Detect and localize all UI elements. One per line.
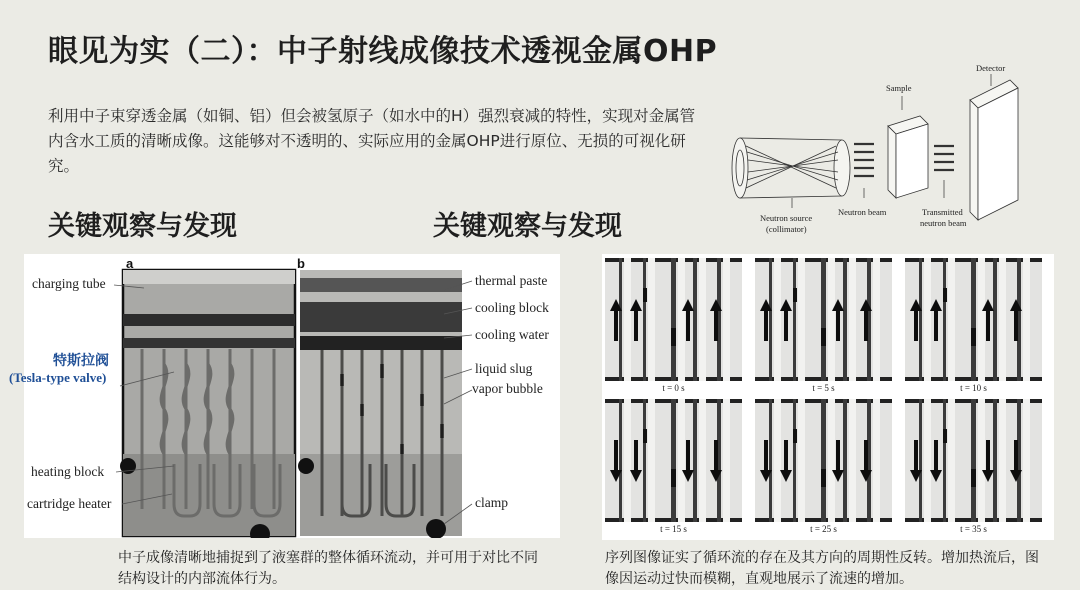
transmitted-beam-arrows	[934, 146, 954, 170]
caption-left: 中子成像清晰地捕捉到了液塞群的整体循环流动，并可用于对比不同结构设计的内部流体行为。	[118, 550, 538, 587]
sequence-frame	[605, 399, 742, 522]
neutron-imaging-diagram	[722, 60, 1052, 242]
label-transmitted-1: Transmitted	[922, 207, 963, 217]
sequence-frame	[905, 399, 1042, 522]
arrow-down-icon	[709, 439, 723, 483]
label-sample: Sample	[886, 83, 912, 93]
annotation-tesla-valve-cn: 特斯拉阀	[53, 353, 109, 369]
arrow-up-icon	[981, 298, 995, 342]
frame-time-label: t = 25 s	[810, 524, 837, 534]
collimator-shape	[732, 138, 850, 198]
frame-time-label: t = 35 s	[960, 524, 987, 534]
caption-right: 序列图像证实了循环流的存在及其方向的周期性反转。增加热流后，图像因运动过快而模糊，直观地展示了流速的增加。	[605, 550, 1039, 587]
arrow-up-icon	[759, 298, 773, 342]
label-detector: Detector	[976, 63, 1006, 73]
page-title: 眼见为实（二）：中子射线成像技术透视金属OHP	[48, 34, 718, 69]
label-collimator: (collimator)	[766, 224, 807, 234]
sequence-frame	[605, 258, 742, 381]
neutron-radiograph-panel	[9, 254, 560, 538]
arrow-down-icon	[759, 439, 773, 483]
sequence-frame	[755, 399, 892, 522]
arrow-up-icon	[681, 298, 695, 342]
arrow-up-icon	[909, 298, 923, 342]
frame-time-label: t = 5 s	[812, 383, 835, 393]
annotation-tesla-valve-en: (Tesla-type valve)	[9, 370, 107, 385]
arrow-up-icon	[709, 298, 723, 342]
panel-label-b: b	[297, 256, 305, 271]
arrow-down-icon	[779, 439, 793, 483]
label-transmitted-2: neutron beam	[920, 218, 967, 228]
annotation-heating-block: heating block	[31, 464, 105, 479]
arrow-down-icon	[681, 439, 695, 483]
arrow-down-icon	[1009, 439, 1023, 483]
annotation-thermal-paste: thermal paste	[475, 273, 548, 288]
arrow-down-icon	[831, 439, 845, 483]
neutron-beam-arrows	[854, 144, 874, 176]
annotation-clamp: clamp	[475, 495, 508, 510]
annotation-cartridge-heater: cartridge heater	[27, 496, 112, 511]
arrow-down-icon	[859, 439, 873, 483]
annotation-vapor-bubble: vapor bubble	[472, 381, 543, 396]
heading-key-findings-mid: 关键观察与发现	[433, 211, 622, 242]
arrow-up-icon	[859, 298, 873, 342]
arrow-down-icon	[981, 439, 995, 483]
annotation-charging-tube: charging tube	[32, 276, 106, 291]
label-neutron-source: Neutron source	[760, 213, 813, 223]
arrow-up-icon	[629, 298, 643, 342]
arrow-up-icon	[609, 298, 623, 342]
arrow-down-icon	[609, 439, 623, 483]
annotation-cooling-water: cooling water	[475, 327, 549, 342]
annotation-liquid-slug: liquid slug	[475, 361, 533, 376]
arrow-up-icon	[831, 298, 845, 342]
arrow-down-icon	[929, 439, 943, 483]
panel-label-a: a	[126, 256, 134, 271]
sequence-frame	[905, 258, 1042, 381]
label-neutron-beam: Neutron beam	[838, 207, 887, 217]
detector-plate	[970, 80, 1018, 220]
heading-key-findings-left: 关键观察与发现	[48, 211, 237, 242]
annotation-cooling-block: cooling block	[475, 300, 549, 315]
arrow-up-icon	[1009, 298, 1023, 342]
arrow-down-icon	[909, 439, 923, 483]
arrow-up-icon	[779, 298, 793, 342]
time-sequence-panel	[602, 254, 1054, 540]
intro-paragraph: 利用中子束穿透金属（如铜、铝）但会被氢原子（如水中的H）强烈衰减的特性，实现对金属管内含水工质的清晰成像。这能够对不透明的、实际应用的金属OHP进行原位、无损的可视化研究。	[48, 107, 696, 175]
frame-time-label: t = 10 s	[960, 383, 987, 393]
sample-box	[888, 116, 928, 198]
frame-time-label: t = 0 s	[662, 383, 685, 393]
arrow-down-icon	[629, 439, 643, 483]
frame-time-label: t = 15 s	[660, 524, 687, 534]
arrow-up-icon	[929, 298, 943, 342]
sequence-frame	[755, 258, 892, 381]
